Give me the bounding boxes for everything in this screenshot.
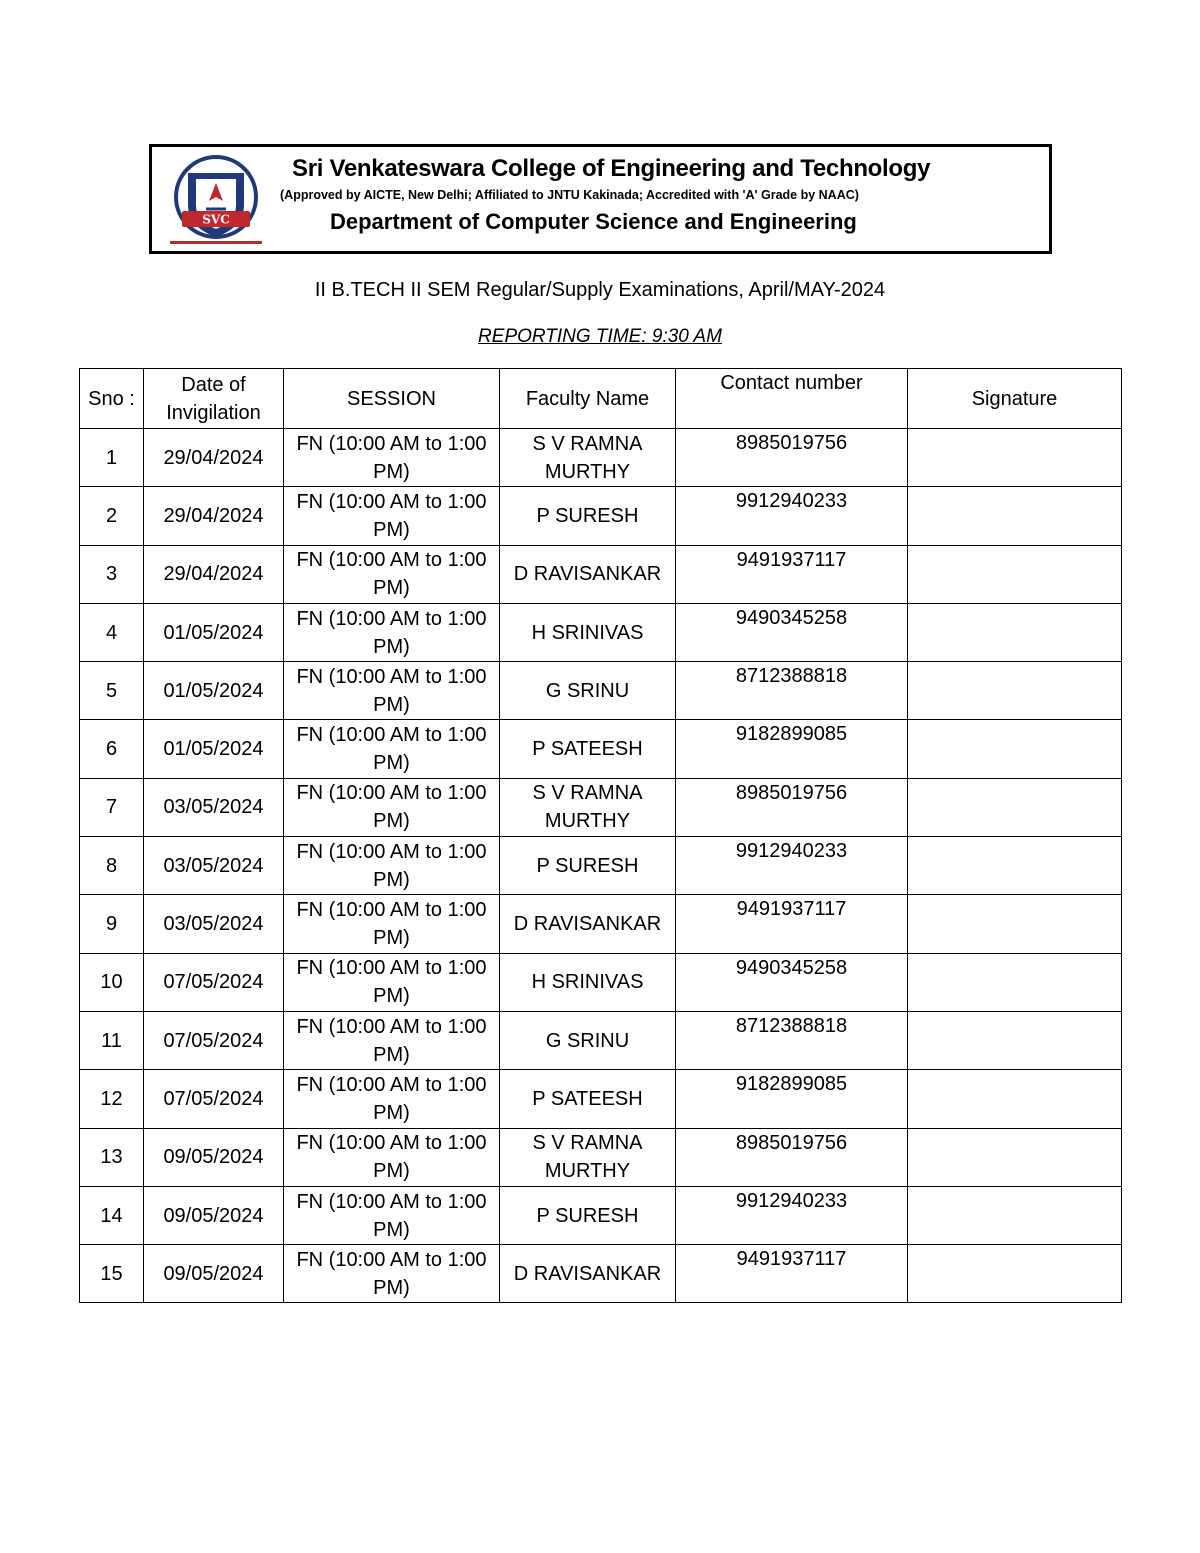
cell-faculty: S V RAMNA MURTHY <box>500 778 676 836</box>
cell-contact: 8712388818 <box>676 1011 908 1069</box>
table-row <box>80 662 1122 720</box>
invigilation-table <box>79 368 1122 1303</box>
cell-date: 09/05/2024 <box>144 1186 284 1244</box>
college-name: Sri Venkateswara College of Engineering and Technology <box>292 155 931 182</box>
cell-session: FN (10:00 AM to 1:00 PM) <box>284 895 500 953</box>
cell-session: FN (10:00 AM to 1:00 PM) <box>284 1070 500 1128</box>
table-row <box>80 895 1122 953</box>
table-row <box>80 1070 1122 1128</box>
cell-session: FN (10:00 AM to 1:00 PM) <box>284 837 500 895</box>
cell-contact: 9912940233 <box>676 837 908 895</box>
cell-signature <box>908 603 1122 661</box>
cell-signature <box>908 1186 1122 1244</box>
table-row <box>80 429 1122 487</box>
cell-date: 29/04/2024 <box>144 487 284 545</box>
cell-faculty: P SURESH <box>500 837 676 895</box>
table-row <box>80 1011 1122 1069</box>
cell-signature <box>908 662 1122 720</box>
cell-date: 01/05/2024 <box>144 603 284 661</box>
cell-date: 07/05/2024 <box>144 1070 284 1128</box>
reporting-time: REPORTING TIME: 9:30 AM <box>478 326 722 347</box>
exam-title: II B.TECH II SEM Regular/Supply Examinations, April/MAY-2024 <box>314 279 886 301</box>
cell-faculty: G SRINU <box>500 1011 676 1069</box>
cell-session: FN (10:00 AM to 1:00 PM) <box>284 429 500 487</box>
cell-session: FN (10:00 AM to 1:00 PM) <box>284 662 500 720</box>
cell-faculty: D RAVISANKAR <box>500 545 676 603</box>
cell-session: FN (10:00 AM to 1:00 PM) <box>284 1245 500 1303</box>
cell-sno: 9 <box>80 895 144 953</box>
table-row <box>80 837 1122 895</box>
college-header <box>149 144 1052 254</box>
cell-faculty: D RAVISANKAR <box>500 1245 676 1303</box>
cell-session: FN (10:00 AM to 1:00 PM) <box>284 487 500 545</box>
cell-sno: 10 <box>80 953 144 1011</box>
svg-text:SVC: SVC <box>202 212 230 227</box>
cell-sno: 11 <box>80 1011 144 1069</box>
cell-date: 07/05/2024 <box>144 953 284 1011</box>
cell-signature <box>908 1245 1122 1303</box>
table-header-row <box>80 369 1122 429</box>
cell-sno: 4 <box>80 603 144 661</box>
cell-contact: 9182899085 <box>676 1070 908 1128</box>
cell-faculty: S V RAMNA MURTHY <box>500 1128 676 1186</box>
cell-session: FN (10:00 AM to 1:00 PM) <box>284 545 500 603</box>
cell-signature <box>908 1070 1122 1128</box>
cell-signature <box>908 1011 1122 1069</box>
cell-faculty: P SATEESH <box>500 1070 676 1128</box>
cell-faculty: D RAVISANKAR <box>500 895 676 953</box>
cell-signature <box>908 1128 1122 1186</box>
cell-faculty: P SURESH <box>500 487 676 545</box>
cell-faculty: G SRINU <box>500 662 676 720</box>
cell-sno: 13 <box>80 1128 144 1186</box>
cell-sno: 8 <box>80 837 144 895</box>
table-row <box>80 1245 1122 1303</box>
table-row <box>80 953 1122 1011</box>
cell-sno: 6 <box>80 720 144 778</box>
cell-signature <box>908 545 1122 603</box>
cell-signature <box>908 487 1122 545</box>
cell-date: 29/04/2024 <box>144 429 284 487</box>
table-row <box>80 1128 1122 1186</box>
table-row <box>80 720 1122 778</box>
col-header-contact: Contact number <box>676 369 908 429</box>
cell-faculty: S V RAMNA MURTHY <box>500 429 676 487</box>
table-row <box>80 778 1122 836</box>
cell-signature <box>908 953 1122 1011</box>
cell-signature <box>908 429 1122 487</box>
cell-date: 03/05/2024 <box>144 837 284 895</box>
college-logo <box>166 153 266 249</box>
cell-contact: 8985019756 <box>676 429 908 487</box>
cell-session: FN (10:00 AM to 1:00 PM) <box>284 1186 500 1244</box>
cell-date: 09/05/2024 <box>144 1245 284 1303</box>
department-name: Department of Computer Science and Engineering <box>330 209 857 234</box>
cell-contact: 9912940233 <box>676 1186 908 1244</box>
cell-date: 03/05/2024 <box>144 778 284 836</box>
cell-contact: 9491937117 <box>676 545 908 603</box>
col-header-signature: Signature <box>908 369 1122 429</box>
college-accreditation: (Approved by AICTE, New Delhi; Affiliated to JNTU Kakinada; Accredited with 'A' Grade by NAAC) <box>280 188 859 202</box>
cell-faculty: H SRINIVAS <box>500 953 676 1011</box>
cell-date: 09/05/2024 <box>144 1128 284 1186</box>
cell-session: FN (10:00 AM to 1:00 PM) <box>284 603 500 661</box>
cell-sno: 15 <box>80 1245 144 1303</box>
col-header-date: Date of Invigilation <box>144 369 284 429</box>
table-row <box>80 1186 1122 1244</box>
cell-session: FN (10:00 AM to 1:00 PM) <box>284 1128 500 1186</box>
cell-contact: 9491937117 <box>676 895 908 953</box>
col-header-faculty: Faculty Name <box>500 369 676 429</box>
cell-sno: 14 <box>80 1186 144 1244</box>
cell-contact: 9182899085 <box>676 720 908 778</box>
col-header-sno: Sno : <box>80 369 144 429</box>
cell-sno: 5 <box>80 662 144 720</box>
cell-session: FN (10:00 AM to 1:00 PM) <box>284 953 500 1011</box>
cell-signature <box>908 837 1122 895</box>
cell-sno: 12 <box>80 1070 144 1128</box>
cell-date: 29/04/2024 <box>144 545 284 603</box>
cell-signature <box>908 720 1122 778</box>
cell-contact: 8712388818 <box>676 662 908 720</box>
cell-contact: 8985019756 <box>676 778 908 836</box>
cell-date: 01/05/2024 <box>144 720 284 778</box>
cell-signature <box>908 778 1122 836</box>
cell-contact: 8985019756 <box>676 1128 908 1186</box>
cell-signature <box>908 895 1122 953</box>
cell-sno: 1 <box>80 429 144 487</box>
cell-contact: 9912940233 <box>676 487 908 545</box>
cell-faculty: P SURESH <box>500 1186 676 1244</box>
cell-contact: 9490345258 <box>676 603 908 661</box>
cell-sno: 7 <box>80 778 144 836</box>
table-row <box>80 545 1122 603</box>
cell-sno: 2 <box>80 487 144 545</box>
cell-session: FN (10:00 AM to 1:00 PM) <box>284 778 500 836</box>
cell-contact: 9491937117 <box>676 1245 908 1303</box>
cell-session: FN (10:00 AM to 1:00 PM) <box>284 720 500 778</box>
cell-contact: 9490345258 <box>676 953 908 1011</box>
cell-session: FN (10:00 AM to 1:00 PM) <box>284 1011 500 1069</box>
cell-sno: 3 <box>80 545 144 603</box>
table-row <box>80 487 1122 545</box>
cell-date: 01/05/2024 <box>144 662 284 720</box>
col-header-session: SESSION <box>284 369 500 429</box>
cell-faculty: H SRINIVAS <box>500 603 676 661</box>
cell-date: 03/05/2024 <box>144 895 284 953</box>
cell-faculty: P SATEESH <box>500 720 676 778</box>
table-row <box>80 603 1122 661</box>
cell-date: 07/05/2024 <box>144 1011 284 1069</box>
